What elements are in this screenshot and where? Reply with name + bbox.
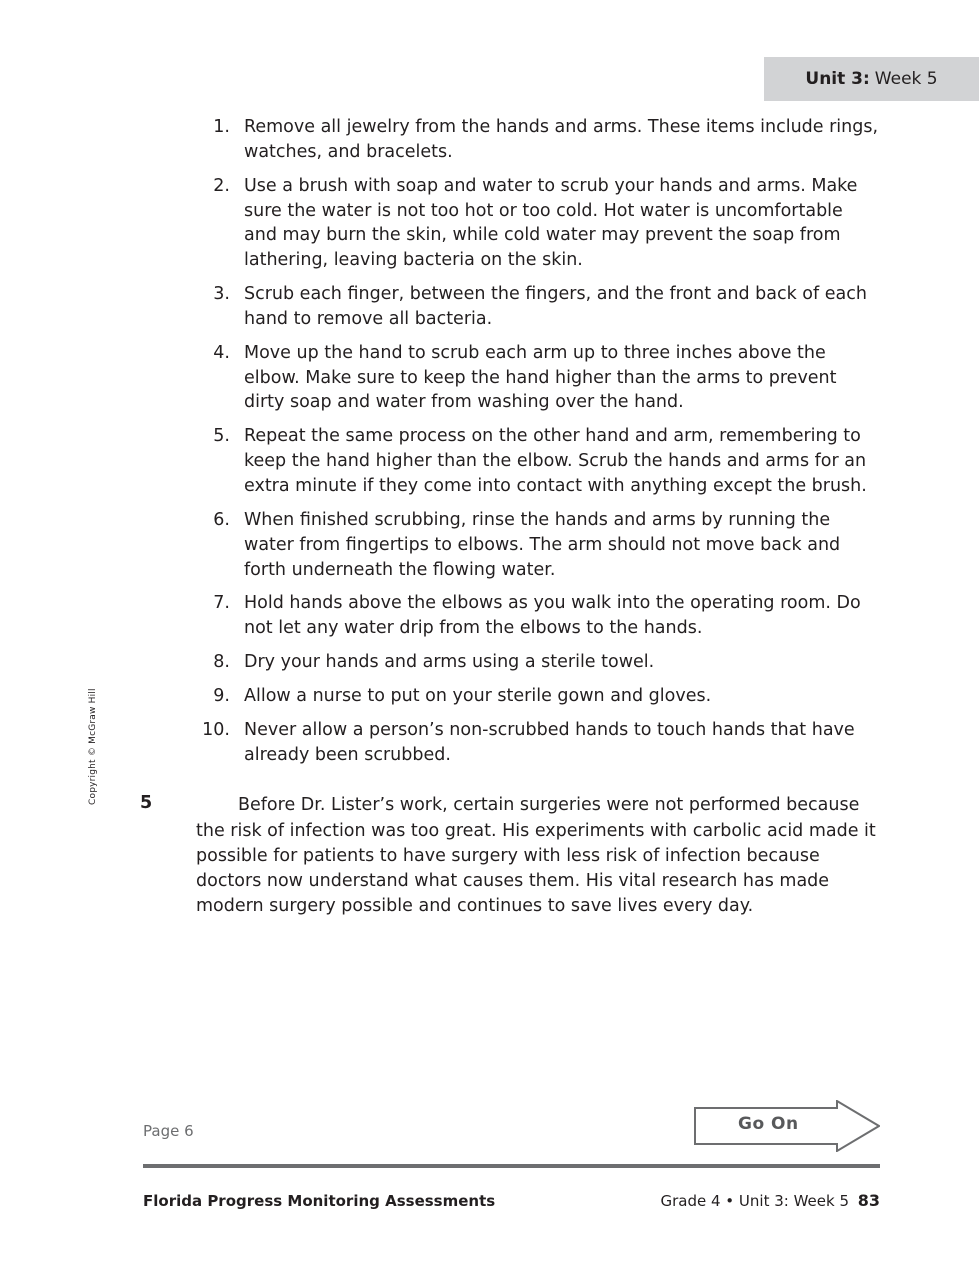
unit-week-banner <box>764 57 979 101</box>
list-item <box>196 684 880 709</box>
passage-content <box>140 115 880 919</box>
list-item-number: 2. <box>213 175 230 196</box>
footer-meta: Grade 4 • Unit 3: Week 5 <box>660 1192 849 1210</box>
list-item-number: 5. <box>213 426 230 447</box>
page-label: Page 6 <box>143 1122 194 1140</box>
list-item-text: Dry your hands and arms using a sterile towel. <box>244 652 655 673</box>
paragraph-text: Before Dr. Lister’s work, certain surgeries were not performed because the risk of infection was too great. His experiments with carbolic acid made it possible for patients to have surgery with less risk of infection because doctors now understand what causes them. His vital research has made modern surgery possible and continues to save lives every day. <box>196 795 876 917</box>
list-item <box>196 282 880 332</box>
list-item <box>196 174 880 273</box>
list-item <box>196 341 880 416</box>
list-item-text: Allow a nurse to put on your sterile gown and gloves. <box>244 685 712 706</box>
list-item-number: 7. <box>213 593 230 614</box>
paragraph-block <box>140 793 880 919</box>
list-item-number: 4. <box>213 342 230 363</box>
list-item <box>196 650 880 675</box>
list-item-number: 10. <box>202 719 230 740</box>
list-item <box>196 424 880 499</box>
footer-divider <box>143 1164 880 1168</box>
list-item-text: Move up the hand to scrub each arm up to three inches above the elbow. Make sure to keep the hand higher than the arms to prevent dirty soap and water from washing over the hand. <box>244 342 837 413</box>
paragraph-number: 5 <box>140 793 153 814</box>
copyright-notice: Copyright © McGraw Hill <box>88 688 98 805</box>
list-item <box>196 508 880 583</box>
footer-page-number: 83 <box>857 1191 880 1210</box>
list-item-text: Scrub each finger, between the fingers, and the front and back of each hand to remove all bacteria. <box>244 284 867 329</box>
list-item-text: Hold hands above the elbows as you walk into the operating room. Do not let any water drip from the elbows to the hands. <box>244 593 861 639</box>
numbered-steps-list <box>196 115 880 767</box>
list-item <box>196 718 880 768</box>
footer-title: Florida Progress Monitoring Assessments <box>143 1192 496 1210</box>
list-item-text: Never allow a person’s non-scrubbed hands to touch hands that have already been scrubbed. <box>244 719 855 765</box>
list-item-number: 1. <box>213 117 230 137</box>
list-item-number: 9. <box>213 685 230 706</box>
list-item-number: 8. <box>213 652 230 673</box>
list-item-text: Use a brush with soap and water to scrub your hands and arms. Make sure the water is not too hot or too cold. Hot water is uncomfortable and may burn the skin, while cold water may prevent the soap from lathering, leaving bacteria on the skin. <box>244 175 858 271</box>
go-on-arrow <box>694 1100 880 1152</box>
list-item-text: Remove all jewelry from the hands and arms. These items include rings, watches, and bracelets. <box>244 117 879 162</box>
list-item-number: 3. <box>213 284 230 305</box>
list-item-text: Repeat the same process on the other hand and arm, remembering to keep the hand higher than the elbow. Scrub the hands and arms for an extra minute if they come into contact with anything except the brush. <box>244 426 867 496</box>
go-on-label: Go On <box>738 1114 799 1134</box>
list-item <box>196 591 880 641</box>
list-item-number: 6. <box>213 509 230 530</box>
list-item <box>196 115 880 165</box>
unit-label: Unit 3: <box>805 69 870 89</box>
list-item-text: When finished scrubbing, rinse the hands and arms by running the water from fingertips to elbows. The arm should not move back and forth underneath the flowing water. <box>244 509 841 580</box>
week-label: Week 5 <box>874 69 938 89</box>
